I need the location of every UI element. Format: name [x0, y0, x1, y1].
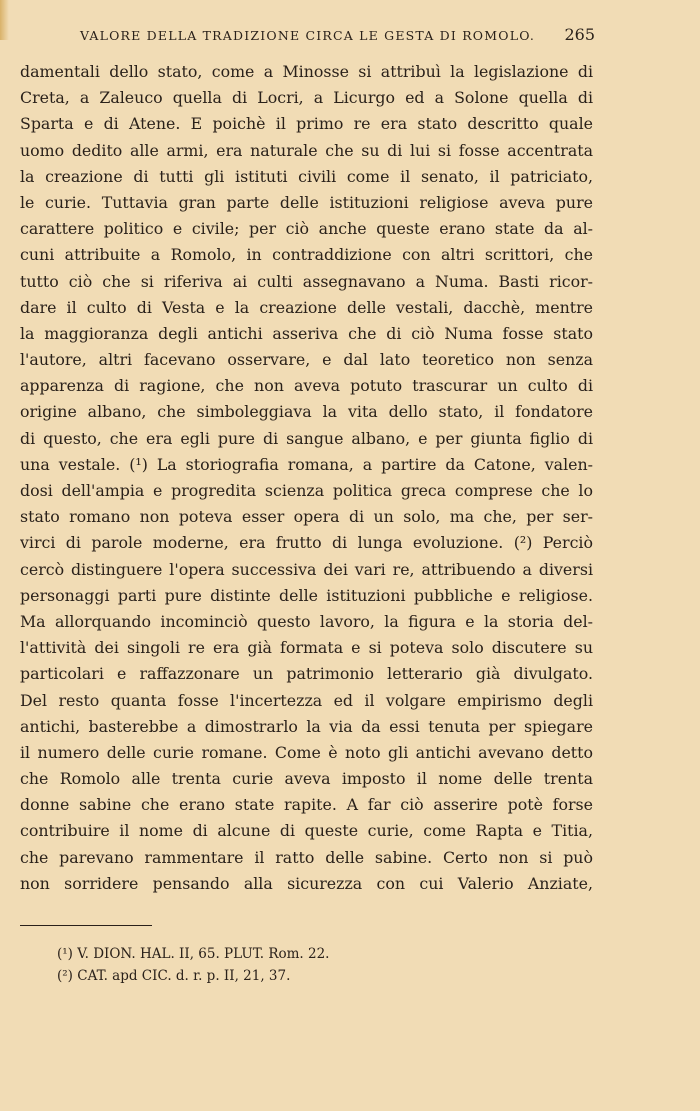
text-line: stato romano non poteva esser opera di un solo, ma che, per ser- [20, 507, 593, 527]
text-line: la maggioranza degli antichi asseriva che di ciò Numa fosse stato [20, 323, 593, 343]
text-line: origine albano, che simboleggiava la vita dello stato, il fondatore [20, 402, 593, 422]
text-line: tutto ciò che si riferiva ai culti assegnavano a Numa. Basti ricor- [20, 271, 593, 291]
text-line: Del resto quanta fosse l'incertezza ed il volgare empirismo degli [20, 690, 593, 710]
text-line: uomo dedito alle armi, era naturale che su di lui si fosse accentrata [20, 140, 593, 160]
text-line: di questo, che era egli pure di sangue albano, e per giunta figlio di [20, 428, 593, 448]
page-number: 265 [564, 25, 595, 44]
page-edge-shadow [0, 0, 9, 40]
text-line: l'attività dei singoli re era già formata e si poteva solo discutere su [20, 638, 593, 658]
text-line: una vestale. (¹) La storiografia romana, a partire da Catone, valen- [20, 454, 593, 474]
text-line: Ma allorquando incominciò questo lavoro, la figura e la storia del- [20, 611, 593, 631]
text-line: carattere politico e civile; per ciò anche queste erano state da al- [20, 219, 593, 239]
text-line: antichi, basterebbe a dimostrarlo la via da essi tenuta per spiegare [20, 716, 593, 736]
text-line: la creazione di tutti gli istituti civili come il senato, il patriciato, [20, 166, 593, 186]
text-line: apparenza di ragione, che non aveva potuto trascurar un culto di [20, 376, 593, 396]
text-line: virci di parole moderne, era frutto di lunga evoluzione. (²) Perciò [20, 533, 593, 553]
footnote-2: (²) CAT. apd CIC. d. r. p. II, 21, 37. [57, 968, 291, 984]
footnotes [57, 943, 477, 987]
text-line: donne sabine che erano state rapite. A far ciò asserire potè forse [20, 795, 593, 815]
text-line: personaggi parti pure distinte delle istituzioni pubbliche e religiose. [20, 585, 593, 605]
text-line: le curie. Tuttavia gran parte delle istituzioni religiose aveva pure [20, 192, 593, 212]
text-line: dosi dell'ampia e progredita scienza politica greca comprese che lo [20, 481, 593, 500]
text-line: cuni attribuite a Romolo, in contraddizione con altri scrittori, che [20, 245, 593, 265]
text-line: Creta, a Zaleuco quella di Locri, a Licurgo ed a Solone quella di [20, 88, 593, 108]
text-line: l'autore, altri facevano osservare, e dal lato teoretico non senza [20, 350, 593, 370]
text-line: non sorridere pensando alla sicurezza con cui Valerio Anziate, [20, 873, 593, 893]
text-line: che parevano rammentare il ratto delle sabine. Certo non si può [20, 847, 593, 867]
running-head [80, 26, 595, 48]
text-line: che Romolo alle trenta curie aveva imposto il nome delle trenta [20, 769, 593, 789]
text-line: cercò distinguere l'opera successiva dei vari re, attribuendo a diversi [20, 559, 593, 579]
text-line: il numero delle curie romane. Come è noto gli antichi avevano detto [20, 742, 593, 762]
text-line: dare il culto di Vesta e la creazione delle vestali, dacchè, mentre [20, 297, 593, 317]
text-line: particolari e raffazzonare un patrimonio letterario già divulgato. [20, 664, 593, 684]
text-line: Sparta e di Atene. E poichè il primo re era stato descritto quale [20, 114, 593, 134]
text-line: contribuire il nome di alcune di queste curie, come Rapta e Titia, [20, 821, 593, 841]
footnote-divider [20, 925, 152, 926]
running-title: VALORE DELLA TRADIZIONE CIRCA LE GESTA DI ROMOLO. [80, 28, 536, 43]
text-line: damentali dello stato, come a Minosse si attribuì la legislazione di [20, 62, 593, 81]
body-text [20, 59, 593, 897]
footnote-1: (¹) V. DION. HAL. II, 65. PLUT. Rom. 22. [57, 946, 330, 962]
